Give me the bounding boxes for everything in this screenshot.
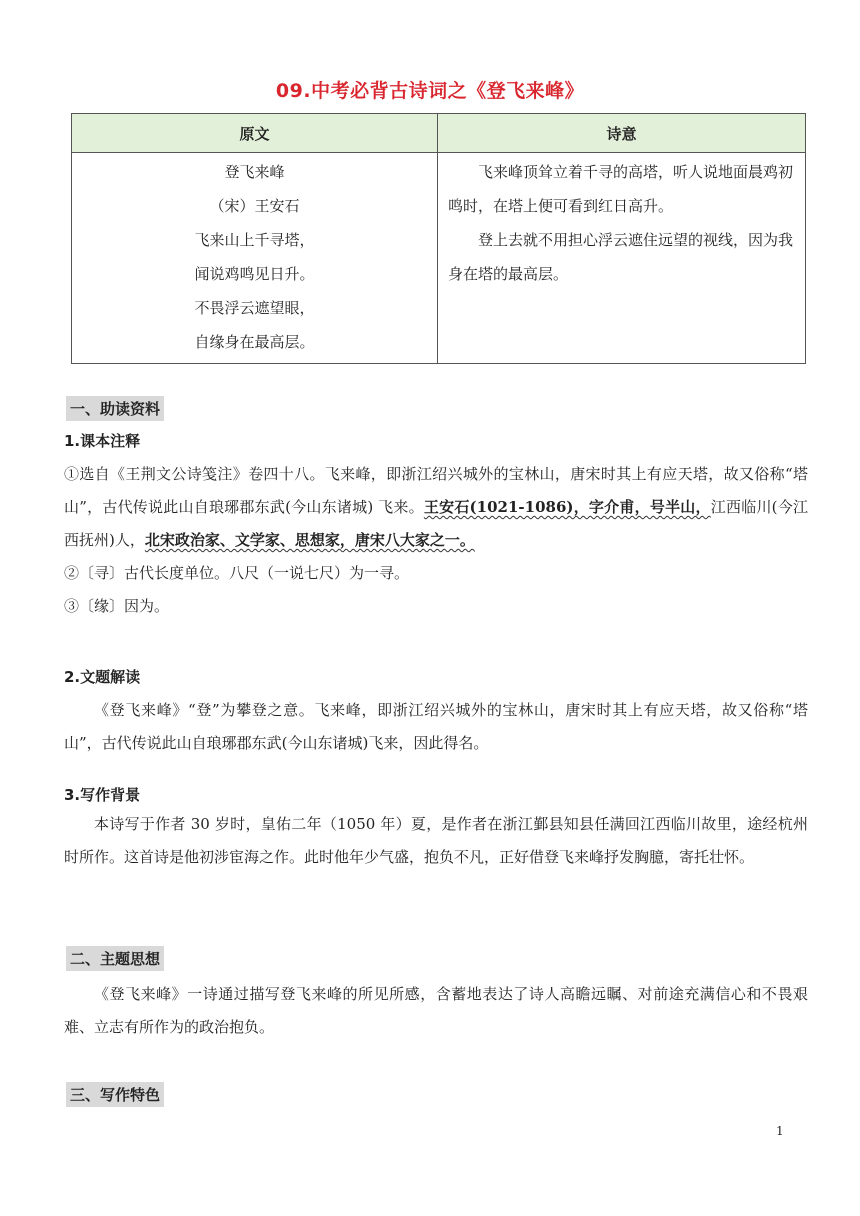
table-header-row [72, 114, 806, 153]
original-cell [72, 153, 438, 364]
notes-block [64, 458, 808, 623]
theme-block [64, 978, 808, 1044]
meaning-cell [438, 153, 806, 364]
note-3: ③〔缘〕因为。 [64, 597, 170, 615]
subheading-title-interp: 2.文题解读 [64, 668, 141, 686]
page-title: 09.中考必背古诗词之《登飞来峰》 [275, 80, 585, 102]
theme-text: 《登飞来峰》一诗通过描写登飞来峰的所见所感，含蓄地表达了诗人高瞻远瞩、对前途充满信心和不畏艰难、立志有所作为的政治抱负。 [64, 985, 808, 1036]
note-1-identity: 北宋政治家、文学家、思想家，唐宋八大家之一。 [144, 531, 475, 549]
poem-table [71, 113, 806, 364]
table-body-row [72, 153, 806, 364]
note-1-author: 王安石(1021-1086)，字介甫，号半山， [423, 498, 711, 516]
page-number: 1 [776, 1124, 784, 1138]
subheading-notes: 1.课本注释 [64, 432, 141, 450]
meaning-paragraph: 飞来峰顶耸立着千寻的高塔，听人说地面晨鸡初鸣时，在塔上便可看到红日高升。 [448, 163, 794, 215]
section-heading-reading: 一、助读资料 [66, 396, 164, 421]
poem-author-line: （宋）王安石 [209, 197, 300, 215]
poem-line: 不畏浮云遮望眼， [194, 299, 315, 317]
note-1 [64, 458, 808, 557]
subheading-background: 3.写作背景 [64, 786, 141, 804]
title-interp-text: 《登飞来峰》“登”为攀登之意。飞来峰，即浙江绍兴城外的宝林山，唐宋时其上有应天塔，故又俗称“塔山”，古代传说此山自琅琊郡东武(今山东诸城)飞来，因此得名。 [64, 701, 808, 752]
note-2: ②〔寻〕古代长度单位。八尺（一说七尺）为一寻。 [64, 564, 410, 582]
header-original: 原文 [72, 114, 438, 153]
title-interp-block [64, 694, 808, 760]
poem-line: 自缘身在最高层。 [194, 333, 315, 351]
section-heading-theme: 二、主题思想 [66, 946, 164, 971]
poem-line: 闻说鸡鸣见日升。 [194, 265, 315, 283]
poem-line: 飞来山上千寻塔， [194, 231, 315, 249]
meaning-paragraph: 登上去就不用担心浮云遮住远望的视线，因为我身在塔的最高层。 [448, 231, 794, 283]
header-meaning: 诗意 [438, 114, 806, 153]
background-block [64, 808, 808, 874]
poem-title-line: 登飞来峰 [224, 163, 285, 181]
section-heading-features: 三、写作特色 [66, 1082, 164, 1107]
note-1-origin: 江西临川(今江西抚州)人， [64, 498, 808, 549]
note-1-text: ①选自《王荆文公诗笺注》卷四十八。飞来峰，即浙江绍兴城外的宝林山，唐宋时其上有应天塔，故又俗称“塔山”，古代传说此山自琅琊郡东武(今山东诸城) 飞来。 [64, 465, 808, 516]
background-text: 本诗写于作者 30 岁时，皇佑二年（1050 年）夏，是作者在浙江鄞县知县任满回江西临川故里，途经杭州时所作。这首诗是他初涉宦海之作。此时他年少气盛，抱负不凡，正好借登飞来峰抒发胸臆，寄托壮怀。 [64, 815, 808, 866]
